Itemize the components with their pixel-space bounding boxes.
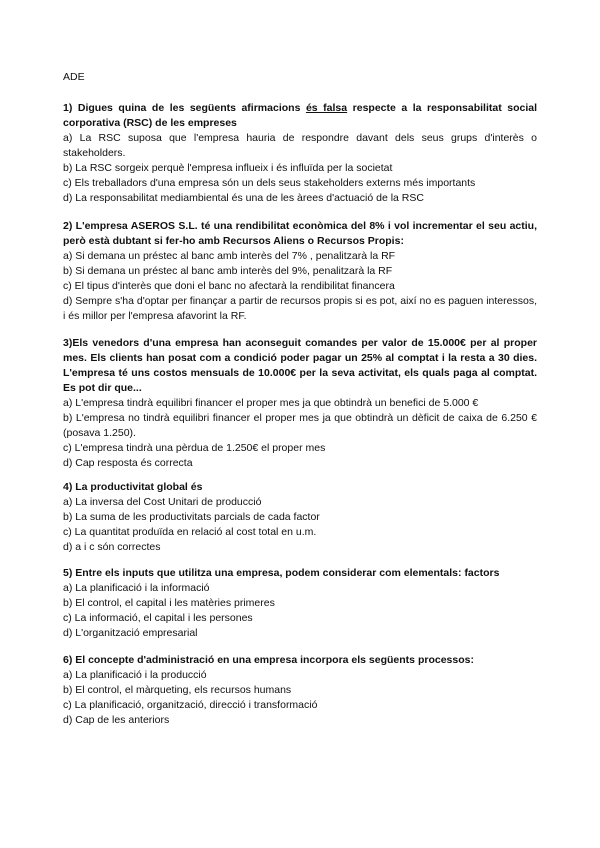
question-2-option-b: b) Si demana un préstec al banc amb interès del 9%, penalitzarà la RF (63, 265, 393, 277)
question-2-option-c: c) El tipus d'interès que doni el banc no afectarà la rendibilitat financera (63, 280, 395, 292)
question-5-option-c: c) La informació, el capital i les persones (63, 612, 253, 624)
question-6-option-a: a) La planificació i la producció (63, 669, 207, 681)
question-3-title: 3)Els venedors d'una empresa han aconseguit comandes per valor de 15.000€ per al proper mes. Els clients han posat com a condició poder pagar un 25% al comptat i la resta a 30 dies. L'empresa té uns costos mensuals de 10.000€ per la seva activitat, els quals paga al comptat. Es pot dir que... (63, 337, 537, 394)
document-header: ADE (63, 71, 85, 83)
question-5 (63, 566, 537, 641)
question-4-title: 4) La productivitat global és (63, 481, 203, 493)
question-5-option-d: d) L'organització empresarial (63, 627, 198, 639)
question-4-option-b: b) La suma de les productivitats parcials de cada factor (63, 511, 320, 523)
question-3-option-a: a) L'empresa tindrà equilibri financer el proper mes ja que obtindrà un benefici de 5.000 € (63, 397, 479, 409)
question-3 (63, 336, 537, 471)
question-1 (63, 101, 537, 206)
question-1-title-part: respecte a la responsabilitat social corporativa (RSC) de les empreses (63, 102, 538, 129)
question-1-option-a: a) La RSC suposa que l'empresa hauria de respondre davant dels seus grups d'interès o stakeholders. (63, 132, 537, 159)
question-6-option-c: c) La planificació, organització, direcció i transformació (63, 699, 318, 711)
question-1-option-d: d) La responsabilitat mediambiental és una de les àrees d'actuació de la RSC (63, 192, 424, 204)
question-3-option-d: d) Cap resposta és correcta (63, 457, 193, 469)
question-2-option-d: d) Sempre s'ha d'optar per finançar a partir de recursos propis si es pot, així no es paguen interessos, i és millor per l'empresa afavorint la RF. (63, 295, 537, 322)
question-3-option-b: b) L'empresa no tindrà equilibri financer el proper mes ja que obtindrà un dèficit de caixa de 6.250 € (posava 1.250). (63, 412, 537, 439)
question-5-option-a: a) La planificació i la informació (63, 582, 210, 594)
question-1-option-b: b) La RSC sorgeix perquè l'empresa influeix i és influïda per la societat (63, 162, 393, 174)
question-6-option-d: d) Cap de les anteriors (63, 714, 170, 726)
question-4-option-c: c) La quantitat produïda en relació al cost total en u.m. (63, 526, 317, 538)
question-5-option-b: b) El control, el capital i les matèries primeres (63, 597, 275, 609)
question-1-title (63, 101, 537, 131)
question-2-title: 2) L'empresa ASEROS S.L. té una rendibilitat econòmica del 8% i vol incrementar el seu actiu, però està dubtant si fer-ho amb Recursos Aliens o Recursos Propis: (63, 220, 537, 247)
question-1-title-underlined: és falsa (305, 102, 348, 114)
question-6 (63, 653, 537, 728)
question-4 (63, 480, 537, 555)
question-2-option-a: a) Si demana un préstec al banc amb interès del 7% , penalitzarà la RF (63, 250, 396, 262)
question-1-title-part: 1) Digues quina de les següents afirmacions (63, 102, 306, 114)
question-5-title: 5) Entre els inputs que utilitza una empresa, podem considerar com elementals: factors (63, 567, 500, 579)
question-1-option-c: c) Els treballadors d'una empresa són un dels seus stakeholders externs més importants (63, 177, 476, 189)
question-6-option-b: b) El control, el màrqueting, els recursos humans (63, 684, 292, 696)
question-3-option-c: c) L'empresa tindrà una pèrdua de 1.250€ el proper mes (63, 442, 326, 454)
question-6-title: 6) El concepte d'administració en una empresa incorpora els següents processos: (63, 654, 474, 666)
question-4-option-a: a) La inversa del Cost Unitari de producció (63, 496, 262, 508)
question-2 (63, 219, 537, 324)
question-4-option-d: d) a i c són correctes (63, 541, 161, 553)
